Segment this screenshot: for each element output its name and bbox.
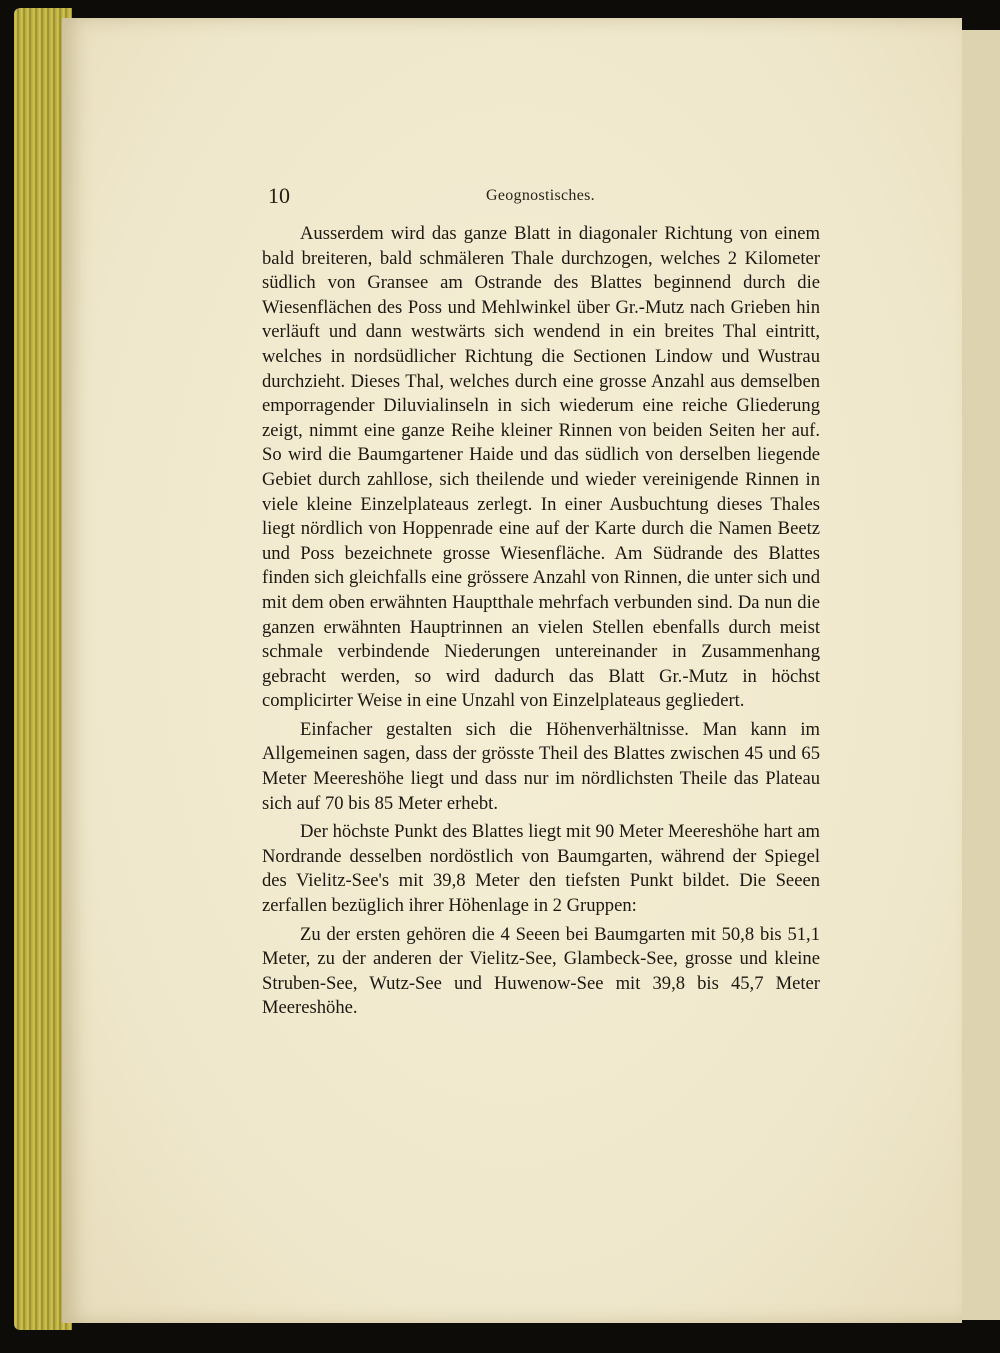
paragraph-2: Einfacher gestalten sich die Höhenverhältnisse. Man kann im Allgemeinen sagen, dass der grösste Theil des Blattes zwischen 45 und 65 Meter Meereshöhe liegt und dass nur im nördlichsten Theile das Plateau sich auf 70 bis 85 Meter erhebt.	[262, 718, 820, 814]
next-page-edge	[962, 30, 1000, 1320]
running-title: Geognostisches.	[486, 187, 595, 204]
paragraph-4: Zu der ersten gehören die 4 Seeen bei Baumgarten mit 50,8 bis 51,1 Meter, zu der anderen der Vielitz-See, Glambeck-See, grosse und kleine Struben-See, Wutz-See und Huwenow-See mit 39,8 bis 45,7 Meter Meereshöhe.	[262, 923, 820, 1019]
page-header	[268, 183, 818, 213]
paragraph-1: Ausserdem wird das ganze Blatt in diagonaler Richtung von einem bald breiteren, bald schmäleren Thale durchzogen, welches 2 Kilometer südlich von Gransee am Ostrande des Blattes beginnend durch die Wiesenflächen des Poss und Mehlwinkel über Gr.-Mutz nach Grieben hin verläuft und dann westwärts sich wendend in ein breites Thal eintritt, welches in nordsüdlicher Richtung die Sectionen Lindow und Wustrau durchzieht. Dieses Thal, welches durch eine grosse Anzahl aus demselben emporragender Diluvialinseln in sich wiederum eine reiche Gliederung zeigt, nimmt eine ganze Reihe kleiner Rinnen von beiden Seiten her auf. So wird die Baumgartener Haide und das südlich von derselben liegende Gebiet durch zahllose, sich theilende und wieder vereinigende Rinnen in viele kleine Einzelplateaus zerlegt. In einer Ausbuchtung dieses Thales liegt nördlich von Hoppenrade eine auf der Karte durch die Namen Beetz und Poss bezeichnete grosse Wiesenfläche. Am Südrande des Blattes finden sich gleichfalls eine grössere Anzahl von Rinnen, die unter sich und mit dem oben erwähnten Hauptthale mehrfach verbunden sind. Da nun die ganzen erwähnten Hauptrinnen an vielen Stellen ebenfalls durch meist schmale verbindende Niederungen untereinander in Zusammenhang gebracht werden, so wird dadurch das Blatt Gr.-Mutz in höchst complicirter Weise in eine Unzahl von Einzelplateaus gegliedert.	[262, 223, 820, 712]
body-text	[262, 222, 820, 1025]
paragraph-3: Der höchste Punkt des Blattes liegt mit 90 Meter Meereshöhe hart am Nordrande desselben nordöstlich von Baumgarten, während der Spiegel des Vielitz-See's mit 39,8 Meter den tiefsten Punkt bildet. Die Seeen zerfallen bezüglich ihrer Höhenlage in 2 Gruppen:	[262, 821, 820, 917]
page-number: 10	[268, 183, 290, 208]
